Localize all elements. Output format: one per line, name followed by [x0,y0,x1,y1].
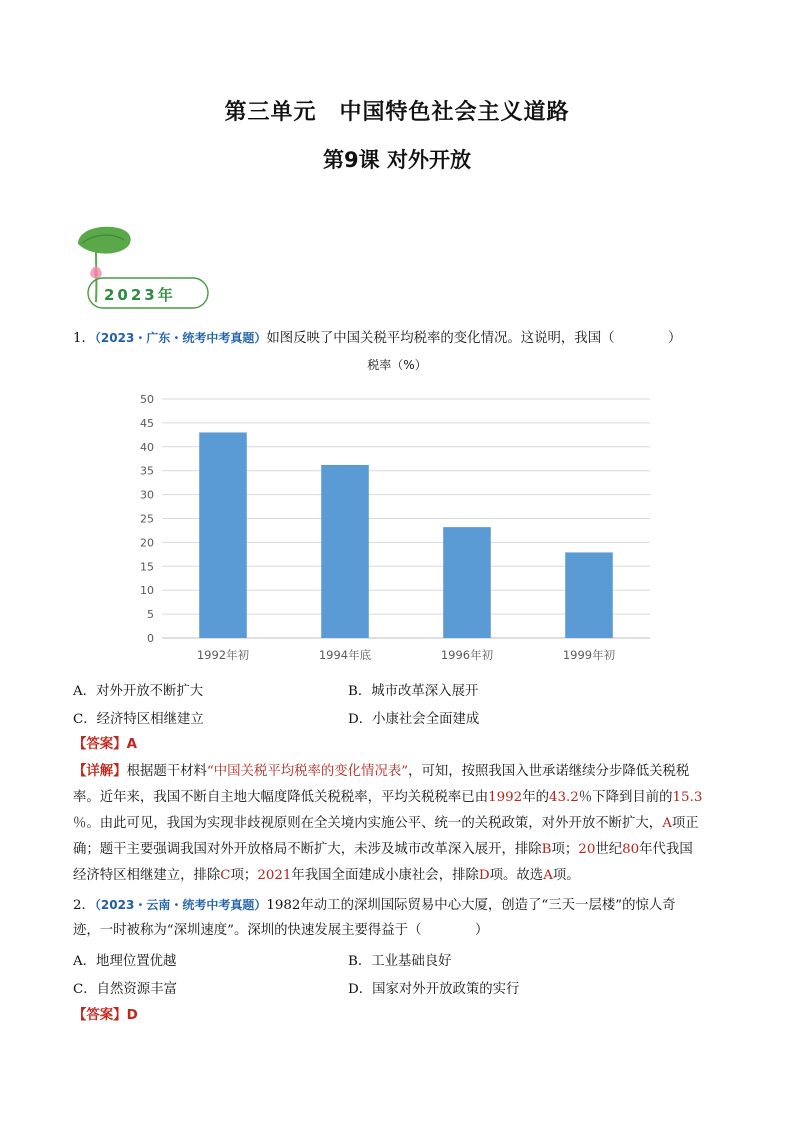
detail-text: 20 [578,842,596,857]
y-tick-label: 5 [147,608,154,622]
x-tick-label: 1996年初 [440,648,494,662]
detail-text: ％下降到目前的 [578,790,673,805]
bar [199,432,247,638]
lesson-title: 第9课 对外开放 [323,148,471,172]
detail-text: 项。故选 [489,868,544,883]
option-b: B．城市改革深入展开 [348,684,479,699]
detail-text: 1992 [488,790,523,805]
detail-text: 年的 [522,790,549,805]
y-tick-label: 30 [140,488,154,502]
option-a: A．对外开放不断扩大 [73,684,204,699]
y-tick-label: 35 [140,464,154,478]
detail-text: ，可知，按照我国入世承诺继续分步降低关税税 [408,764,690,779]
year-badge-text: 2023年 [104,286,176,304]
detail-text: 项。 [552,868,580,883]
detail-text: 世纪 [595,842,623,857]
detail-text: 项正 [671,816,699,831]
detail-text: 年代我国 [639,842,693,857]
detail-text: ％。由此可见，我国为实现非歧视原则在全关境内实施公平、统一的关税政策，对外开放不断扩大， [73,816,663,831]
detail-text: A [543,868,553,883]
detail-text: “中国关税平均税率的变化情况表” [206,764,409,779]
detail-text: 15.3 [672,790,703,805]
q2-answer-line [73,1006,138,1026]
tax-rate-bar-chart [120,385,660,670]
question-number: 2． [73,898,95,913]
bar [565,552,613,638]
y-tick-label: 20 [140,536,154,550]
y-tick-label: 50 [140,393,154,406]
bar [443,527,491,638]
detail-text: 项； [230,868,258,883]
y-tick-label: 15 [140,560,154,574]
question-source: （2023・广东・统考中考真题） [94,331,267,345]
detail-line [73,840,693,860]
detail-text: C [220,868,231,883]
detail-text: 项； [551,842,579,857]
question-text: 如图反映了中国关税平均税率的变化情况。这说明，我国（ ） [266,331,682,346]
detail-text: 确；题干主要强调我国对外开放格局不断扩大，未涉及城市改革深入展开，排除 [73,842,542,857]
q2-option-a: A．地理位置优越 [73,954,177,969]
answer-value: A [126,737,137,752]
y-tick-label: 40 [140,440,154,454]
detail-text: 年我国全面建成小康社会，排除 [291,868,479,883]
y-tick-label: 10 [140,584,154,598]
question-1-stem [73,328,681,349]
detail-text: 经济特区相继建立，排除 [73,868,221,883]
option-c: C．经济特区相继建立 [73,712,204,727]
question-number: 1． [73,331,95,346]
x-tick-label: 1992年初 [196,648,250,662]
detail-text: B [541,842,552,857]
detail-line [73,866,580,886]
unit-title: 第三单元 中国特色社会主义道路 [224,100,570,125]
q2-option-c: C．自然资源丰富 [73,982,177,997]
detail-text: 80 [622,842,640,857]
question-2-stem-line1 [73,895,676,916]
question-2-stem-line2: 迹，一时被称为“深圳速度”。深圳的快速发展主要得益于（ ） [73,923,489,938]
detail-line [73,814,699,834]
detail-text: 2021 [257,868,292,883]
detail-text: A [662,816,672,831]
chart-title: 税率（%） [367,358,427,372]
detail-text: 43.2 [548,790,579,805]
y-tick-label: 45 [140,416,154,430]
answer-label: 【答案】 [73,737,127,752]
x-tick-label: 1994年底 [318,648,372,662]
detail-text: 率。近年来，我国不断自主地大幅度降低关税税率，平均关税税率已由 [73,790,489,805]
question-text: 1982年动工的深圳国际贸易中心大厦，创造了“三天一层楼”的惊人奇 [266,898,676,913]
bar [321,465,369,638]
y-tick-label: 25 [140,512,154,526]
x-tick-label: 1999年初 [562,648,616,662]
detail-line [73,788,702,808]
answer-line [73,735,137,755]
detail-label: 【详解】 [73,764,127,779]
answer-label: 【答案】 [73,1008,127,1023]
answer-value: D [126,1008,138,1023]
detail-line [73,762,689,782]
detail-text: D [478,868,490,883]
y-tick-label: 0 [147,632,154,645]
q2-option-d: D．国家对外开放政策的实行 [348,982,520,997]
question-source: （2023・云南・统考中考真题） [94,898,267,912]
option-d: D．小康社会全面建成 [348,712,480,727]
q2-option-b: B．工业基础良好 [348,954,452,969]
detail-text: 根据题干材料 [126,764,207,779]
